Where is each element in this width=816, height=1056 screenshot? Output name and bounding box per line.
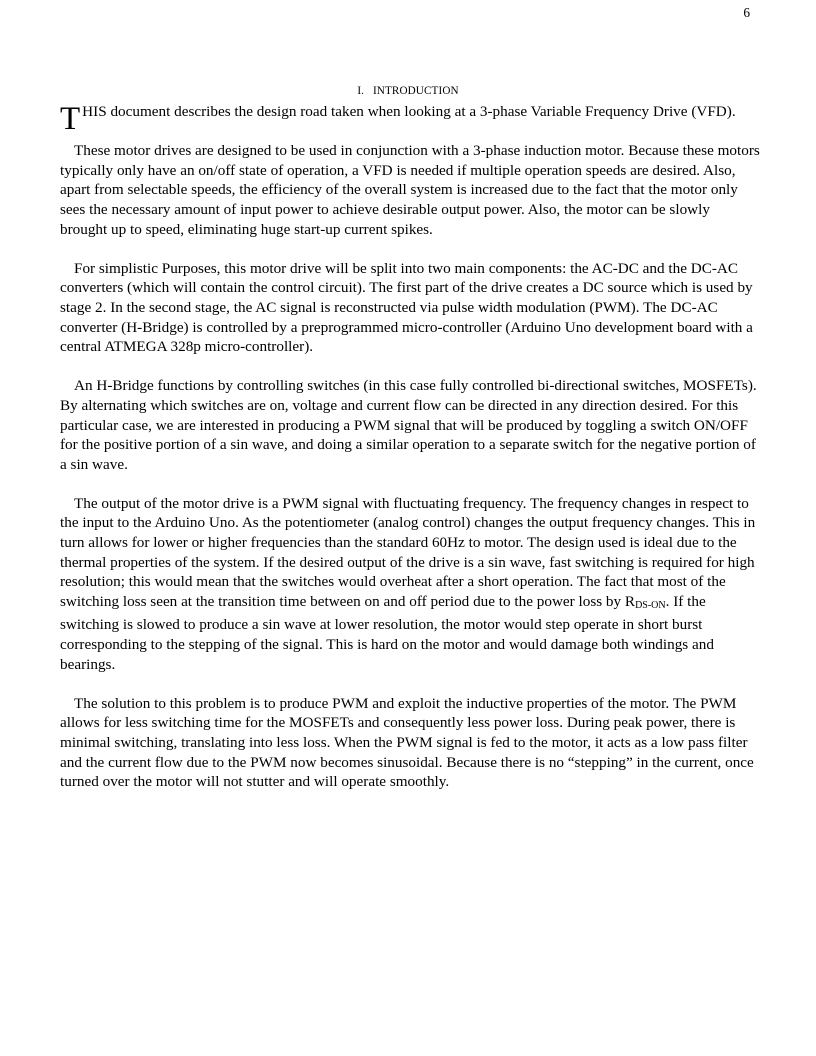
- rds-on-base: R: [624, 592, 636, 610]
- paragraph-components: For simplistic Purposes, this motor drive will be split into two main components: the AC-DC and the DC-AC converters (which will contain the control circuit). The first part of the drive creates a DC source which is used by stage 2. In the second stage, the AC signal is reconstructed via pulse width modulation (PWM). The DC-AC converter (H-Bridge) is controlled by a preprogrammed micro-controller (Arduino Uno development board with a central ATMEGA 328p micro-controller).: [60, 259, 753, 356]
- section-numeral: I.: [357, 85, 365, 97]
- paragraph-h-bridge: An H-Bridge functions by controlling switches (in this case fully controlled bi-directional switches, MOSFETs). By alternating which switches are on, voltage and current flow can be directed in any direction desired. For this particular case, we are interested in producing a PWM signal that will be produced by toggling a switch ON/OFF for the positive portion of a sin wave, and doing a similar operation to a separate switch for the negative portion of a sin wave.: [60, 377, 757, 473]
- drop-cap: T: [60, 101, 81, 137]
- section-title: INTRODUCTION: [372, 85, 459, 97]
- paragraph-output: [60, 494, 760, 674]
- paragraph-intro: [60, 101, 760, 137]
- rds-on-symbol: [625, 593, 666, 610]
- document-body: [60, 102, 760, 811]
- page-number: 6: [743, 5, 750, 20]
- section-heading: [0, 85, 816, 97]
- rds-on-subscript: DS-ON: [635, 599, 666, 611]
- paragraph-output-after: . If the switching is slowed to produce a sin wave at lower resolution, the motor would step operate in short burst corresponding to the stepping of the signal. This is hard on the motor and would damage both windings and bearings.: [60, 592, 714, 673]
- paragraph-solution: The solution to this problem is to produce PWM and exploit the inductive properties of the motor. The PWM allows for less switching time for the MOSFETs and consequently less power loss. During peak power, there is minimal switching, translating into less loss. When the PWM signal is fed to the motor, it acts as a low pass filter and the current flow due to the PWM now becomes sinusoidal. Because there is no “stepping” in the current, once turned over the motor will not stutter and will operate smoothly.: [60, 694, 754, 791]
- paragraph-motor-drives: These motor drives are designed to be used in conjunction with a 3-phase induction motor. Because these motors typically only have an on/off state of operation, a VFD is needed if multiple operation speeds are desired. Also, apart from selectable speeds, the efficiency of the overall system is increased due to the fact that the motor only sees the necessary amount of input power to achieve desirable output power. Also, the motor can be slowly brought up to speed, eliminating huge start-up current spikes.: [60, 142, 760, 238]
- paragraph-output-before: The output of the motor drive is a PWM signal with fluctuating frequency. The frequency changes in respect to the input to the Arduino Uno. As the potentiometer (analog control) changes the output frequency changes. This in turn allows for lower or higher frequencies than the standard 60Hz to motor. The design used is ideal due to the thermal properties of the system. If the desired output of the drive is a sin wave, fast switching is required for high resolution; this would mean that the switches would overheat after a short operation. The fact that most of the switching loss seen at the transition time between on and off period due to the power loss by: [60, 494, 756, 610]
- paragraph-intro-text: HIS document describes the design road taken when looking at a 3-phase Variable Frequency Drive (VFD).: [82, 103, 736, 120]
